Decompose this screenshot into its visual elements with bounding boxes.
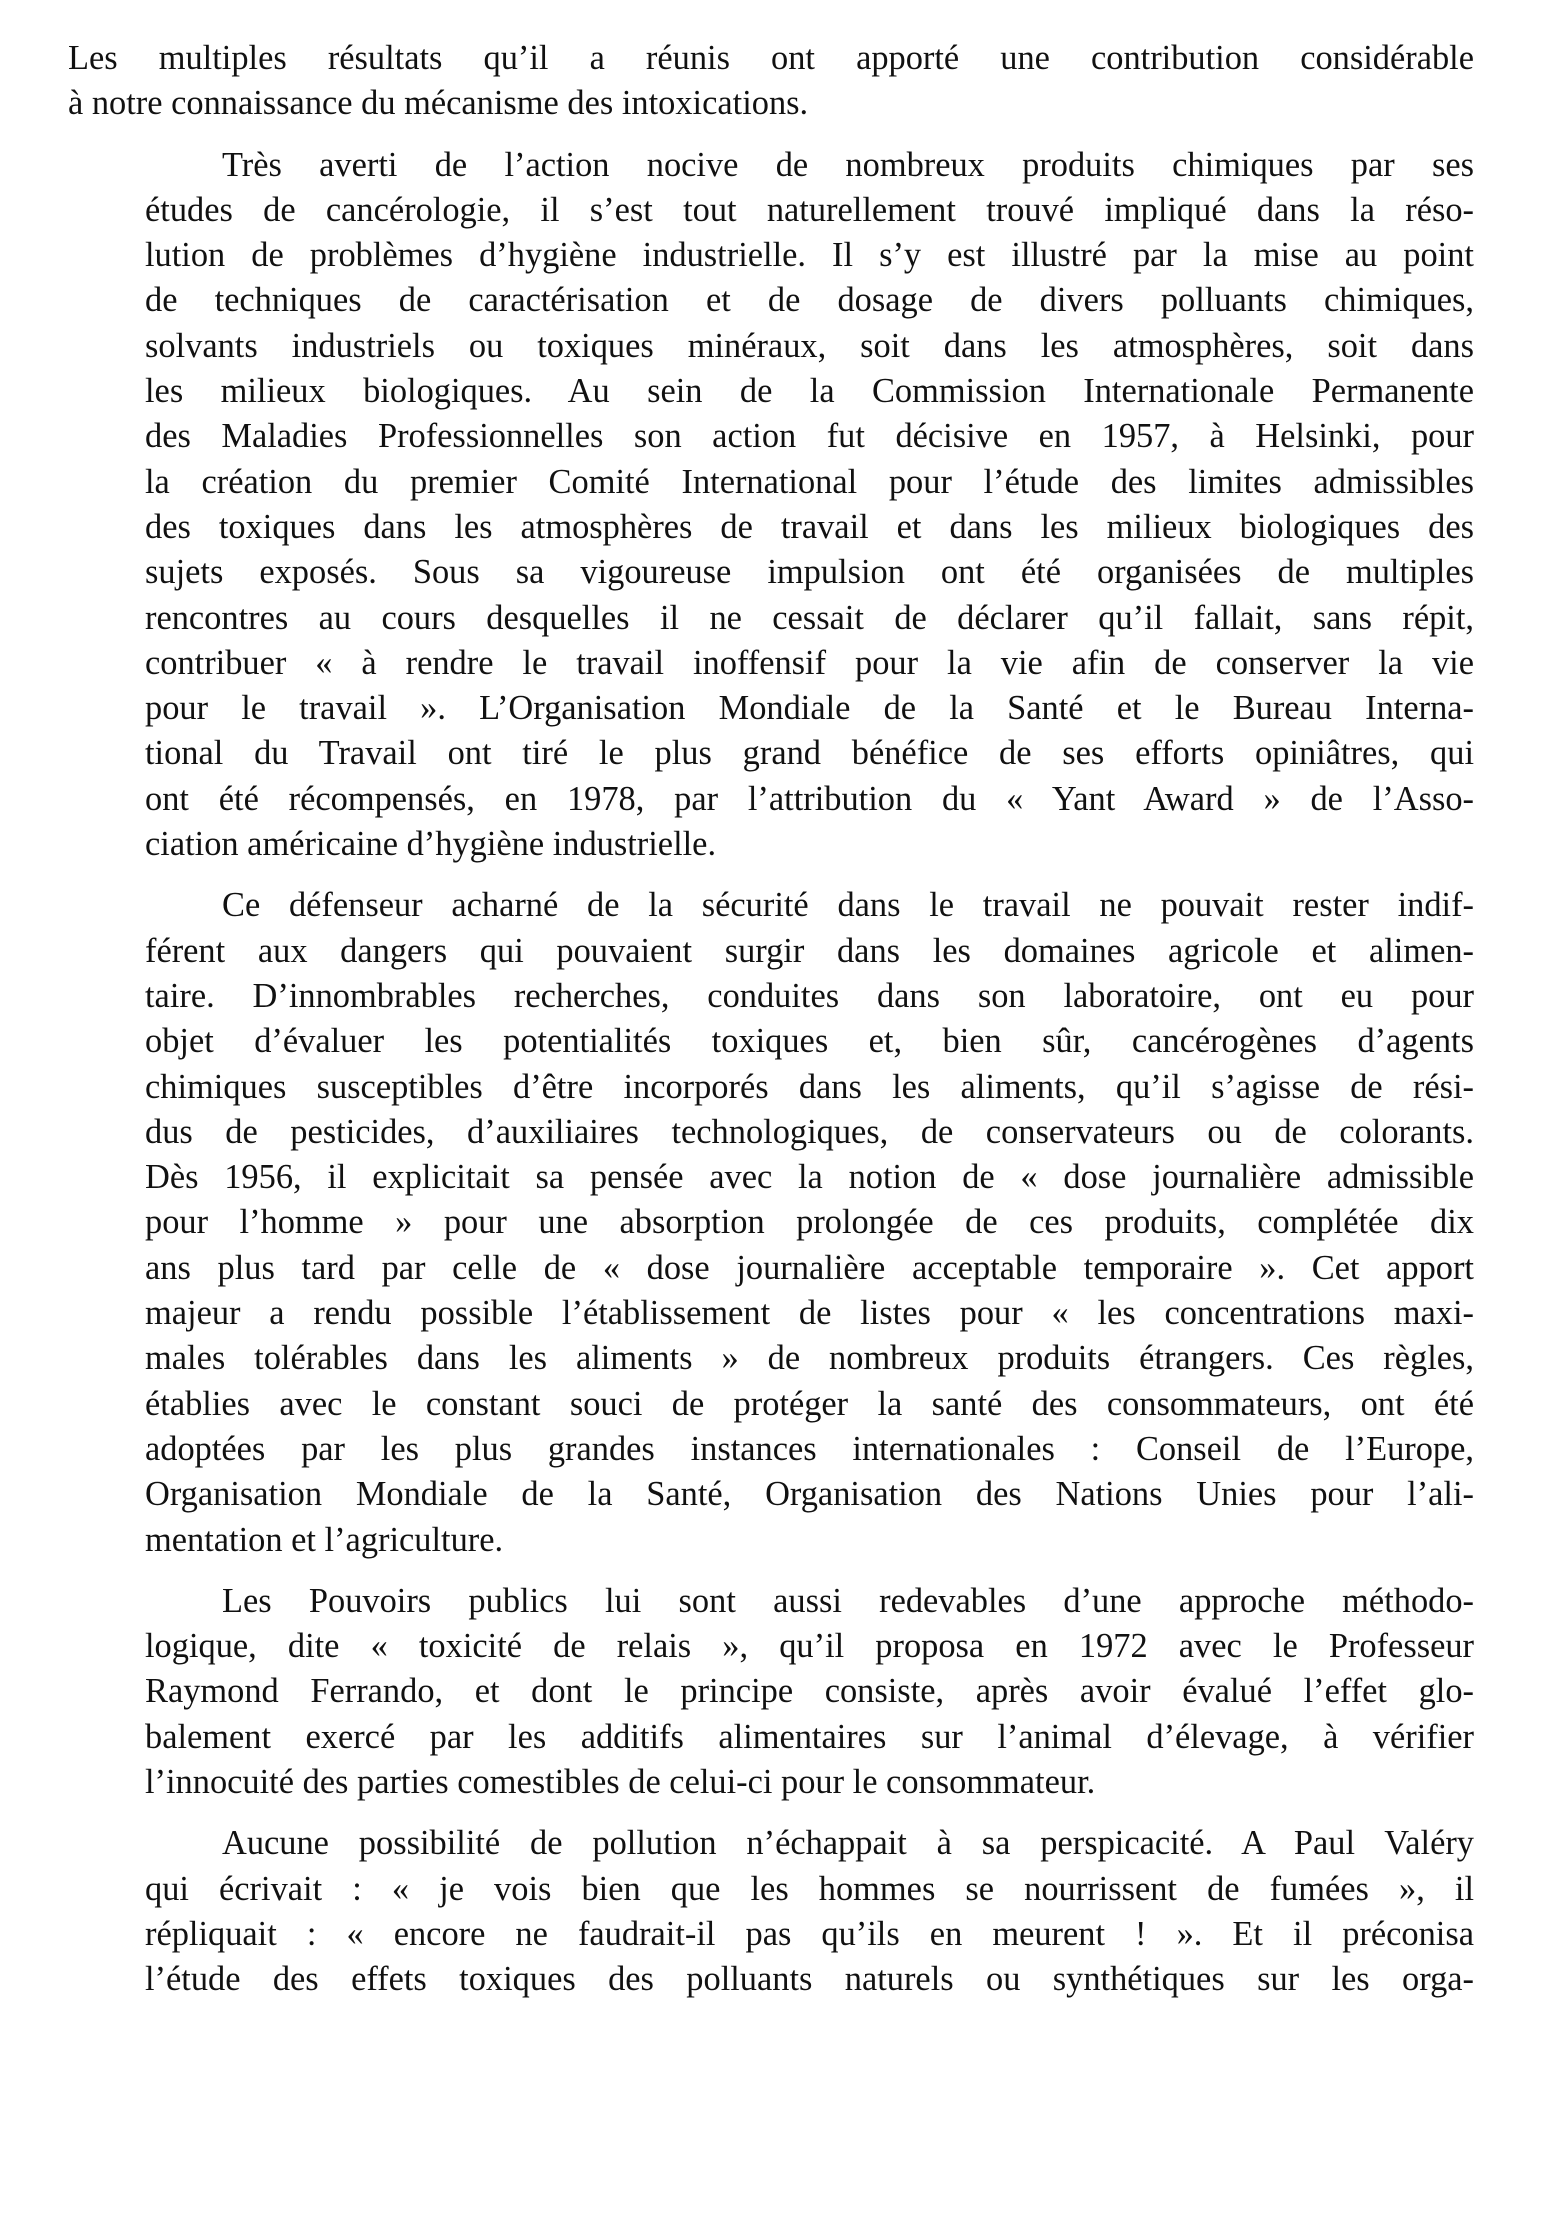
text-line: lution de problèmes d’hygiène industrielle. Il s’y est illustré par la mise au point: [145, 236, 1474, 275]
text-line: dus de pesticides, d’auxiliaires technologiques, de conservateurs ou de colorants.: [145, 1112, 1474, 1151]
text-line: à notre connaissance du mécanisme des intoxications.: [68, 84, 809, 123]
text-line: mentation et l’agriculture.: [145, 1520, 504, 1559]
paragraph: [68, 36, 1474, 127]
text-line: solvants industriels ou toxiques minéraux, soit dans les atmosphères, soit dans: [145, 326, 1474, 365]
text-line: logique, dite « toxicité de relais », qu’il proposa en 1972 avec le Professeur: [145, 1627, 1474, 1666]
text-line: ciation américaine d’hygiène industrielle.: [145, 825, 717, 864]
text-line: des toxiques dans les atmosphères de travail et dans les milieux biologiques des: [145, 507, 1474, 546]
text-line: majeur a rendu possible l’établissement de listes pour « les concentrations maxi-: [145, 1294, 1474, 1333]
text-line: pour le travail ». L’Organisation Mondiale de la Santé et le Bureau Interna-: [145, 689, 1474, 728]
text-line: l’innocuité des parties comestibles de celui-ci pour le consommateur.: [145, 1762, 1096, 1801]
text-line: objet d’évaluer les potentialités toxiques et, bien sûr, cancérogènes d’agents: [145, 1022, 1474, 1061]
text-line: contribuer « à rendre le travail inoffensif pour la vie afin de conserver la vie: [145, 643, 1474, 682]
paragraph: [68, 1579, 1474, 1805]
text-line: établies avec le constant souci de protéger la santé des consommateurs, ont été: [145, 1384, 1474, 1423]
document-page: [68, 36, 1474, 2018]
text-line: férent aux dangers qui pouvaient surgir dans les domaines agricole et alimen-: [145, 931, 1474, 970]
paragraph: [68, 883, 1474, 1562]
paragraph: [68, 1821, 1474, 2002]
text-line: adoptées par les plus grandes instances internationales : Conseil de l’Europe,: [145, 1429, 1474, 1468]
text-line: études de cancérologie, il s’est tout naturellement trouvé impliqué dans la réso-: [145, 190, 1474, 229]
text-line: Organisation Mondiale de la Santé, Organisation des Nations Unies pour l’ali-: [145, 1475, 1474, 1514]
text-line: sujets exposés. Sous sa vigoureuse impulsion ont été organisées de multiples: [145, 553, 1474, 592]
text-line: de techniques de caractérisation et de dosage de divers polluants chimiques,: [145, 281, 1474, 320]
text-line: taire. D’innombrables recherches, conduites dans son laboratoire, ont eu pour: [145, 976, 1474, 1015]
text-line: Très averti de l’action nocive de nombreux produits chimiques par ses: [222, 145, 1474, 184]
text-line: la création du premier Comité International pour l’étude des limites admissibles: [145, 462, 1474, 501]
text-line: qui écrivait : « je vois bien que les hommes se nourrissent de fumées », il: [145, 1869, 1474, 1908]
text-line: ont été récompensés, en 1978, par l’attribution du « Yant Award » de l’Asso-: [145, 779, 1474, 818]
text-line: ans plus tard par celle de « dose journalière acceptable temporaire ». Cet apport: [145, 1248, 1474, 1287]
text-line: l’étude des effets toxiques des polluants naturels ou synthétiques sur les orga-: [145, 1960, 1474, 1999]
text-line: répliquait : « encore ne faudrait-il pas qu’ils en meurent ! ». Et il préconisa: [145, 1914, 1474, 1953]
text-line: Les Pouvoirs publics lui sont aussi redevables d’une approche méthodo-: [222, 1581, 1474, 1620]
text-line: balement exercé par les additifs alimentaires sur l’animal d’élevage, à vérifier: [145, 1717, 1474, 1756]
text-line: Raymond Ferrando, et dont le principe consiste, après avoir évalué l’effet glo-: [145, 1672, 1474, 1711]
text-line: tional du Travail ont tiré le plus grand bénéfice de ses efforts opiniâtres, qui: [145, 734, 1474, 773]
text-line: males tolérables dans les aliments » de nombreux produits étrangers. Ces règles,: [145, 1339, 1474, 1378]
text-line: Dès 1956, il explicitait sa pensée avec la notion de « dose journalière admissible: [145, 1158, 1474, 1197]
text-line: Ce défenseur acharné de la sécurité dans le travail ne pouvait rester indif-: [222, 886, 1474, 925]
text-line: rencontres au cours desquelles il ne cessait de déclarer qu’il fallait, sans répit,: [145, 598, 1474, 637]
text-line: des Maladies Professionnelles son action fut décisive en 1957, à Helsinki, pour: [145, 417, 1474, 456]
text-line: pour l’homme » pour une absorption prolongée de ces produits, complétée dix: [145, 1203, 1474, 1242]
paragraph: [68, 143, 1474, 868]
text-line: Les multiples résultats qu’il a réunis ont apporté une contribution considérable: [68, 39, 1474, 77]
text-line: Aucune possibilité de pollution n’échappait à sa perspicacité. A Paul Valéry: [222, 1824, 1474, 1863]
text-line: les milieux biologiques. Au sein de la Commission Internationale Permanente: [145, 372, 1474, 411]
text-line: chimiques susceptibles d’être incorporés dans les aliments, qu’il s’agisse de rési-: [145, 1067, 1474, 1106]
